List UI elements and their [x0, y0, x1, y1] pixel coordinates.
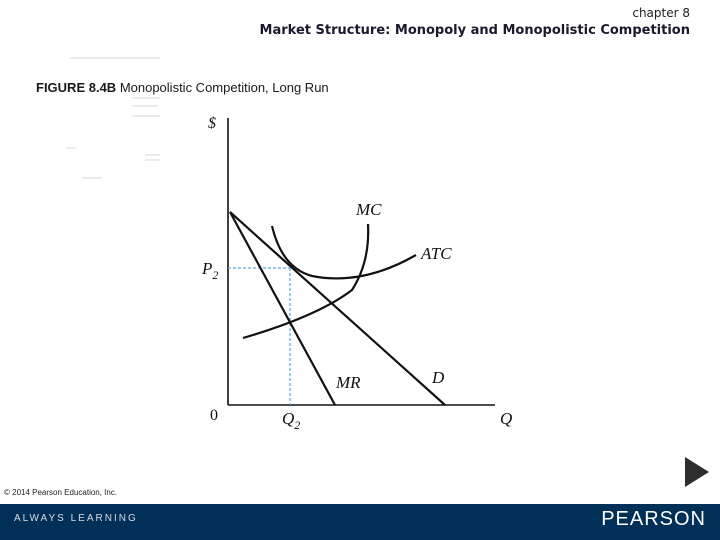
quantity-subscript: 2: [294, 418, 301, 432]
average-total-cost-curve: [272, 226, 416, 278]
price-label: $P_2$: [202, 259, 219, 282]
x-axis-label: Q: [500, 409, 513, 428]
brand-logo: PEARSON: [601, 508, 706, 530]
atc-label: ATC: [421, 244, 452, 263]
price-subscript: 2: [212, 268, 219, 282]
mr-label: MR: [336, 373, 361, 392]
slide-title: Market Structure: Monopoly and Monopolistic Competition: [259, 23, 690, 38]
d-label: D: [432, 368, 445, 387]
figure-number: FIGURE 8.4B: [36, 80, 117, 95]
quantity-label: $Q_2$: [282, 409, 301, 432]
play-arrow-icon[interactable]: [683, 455, 711, 489]
chapter-label: chapter 8: [632, 6, 690, 20]
y-axis-label: $: [208, 115, 216, 132]
footer-tagline: ALWAYS LEARNING: [14, 513, 138, 524]
figure-title: Monopolistic Competition, Long Run: [119, 80, 329, 95]
origin-label: 0: [210, 407, 218, 424]
mc-label: MC: [356, 200, 382, 219]
copyright-notice: © 2014 Pearson Education, Inc.: [4, 488, 118, 497]
